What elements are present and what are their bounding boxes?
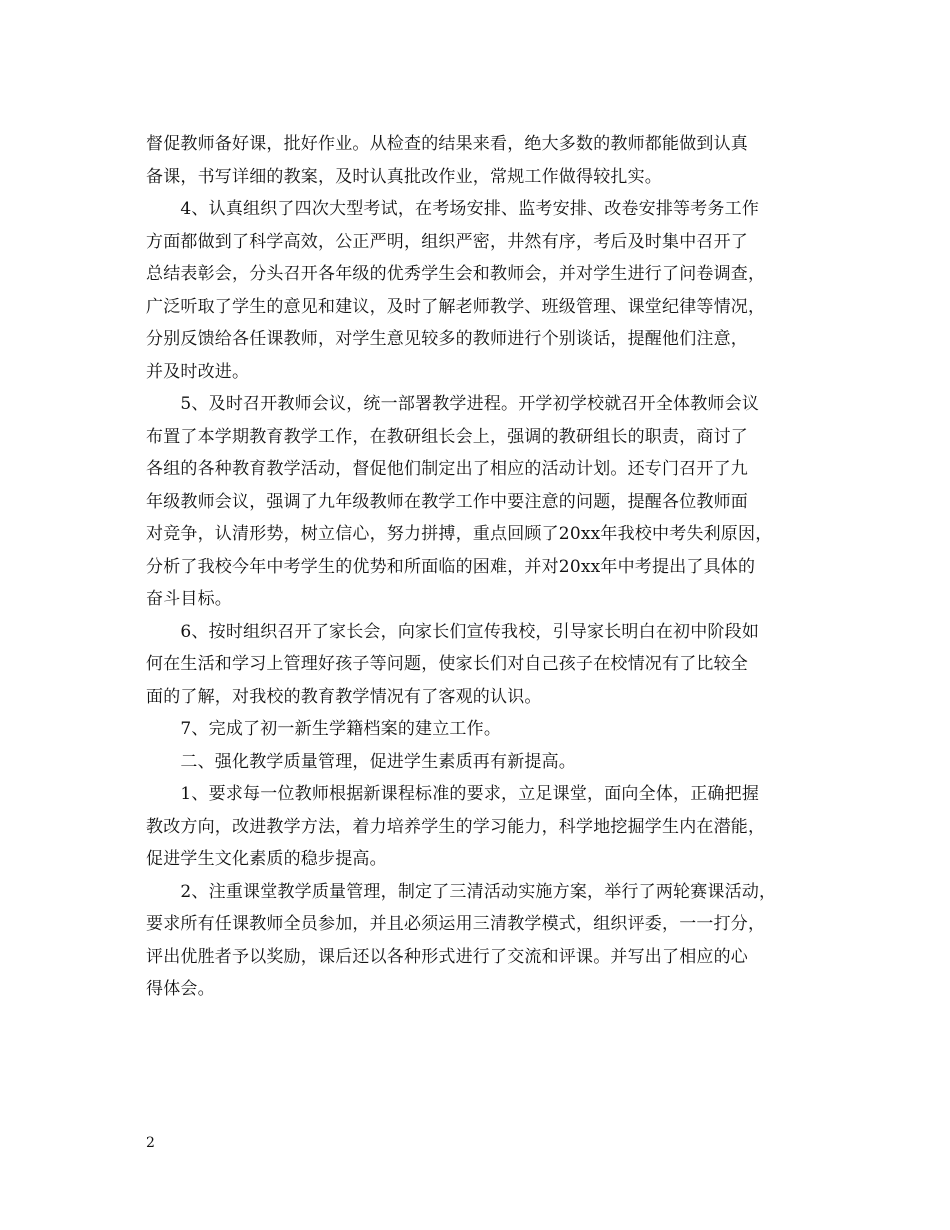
- text-line: 得体会。: [146, 979, 215, 999]
- text-line: 对竞争，认清形势，树立信心，努力拼搏，重点回顾了20xx年我校中考失利原因，: [146, 524, 773, 544]
- text-line: 督促教师备好课，批好作业。从检查的结果来看，绝大多数的教师都能做到认真: [146, 134, 748, 154]
- text-line: 评出优胜者予以奖励，课后还以各种形式进行了交流和评课。并写出了相应的心: [146, 946, 748, 967]
- text-line: 何在生活和学习上管理好孩子等问题，使家长们对自己孩子在校情况有了比较全: [146, 654, 748, 674]
- text-line: 广泛听取了学生的意见和建议，及时了解老师教学、班级管理、课堂纪律等情况，: [146, 296, 766, 317]
- text-line: 7、完成了初一新生学籍档案的建立工作。: [146, 719, 502, 739]
- text-line: 奋斗目标。: [146, 589, 232, 609]
- text-line: 方面都做到了科学高效，公正严明，组织严密，井然有序，考后及时集中召开了: [146, 231, 748, 252]
- text-line: 2、注重课堂教学质量管理，制定了三清活动实施方案，举行了两轮赛课活动，: [146, 881, 777, 902]
- text-line: 面的了解，对我校的教育教学情况有了客观的认识。: [146, 686, 542, 707]
- body-text: [146, 128, 826, 1006]
- text-line: 各组的各种教育教学活动，督促他们制定出了相应的活动计划。还专门召开了九: [146, 459, 748, 479]
- text-line: 教改方向，改进教学方法，着力培养学生的学习能力，科学地挖掘学生内在潜能，: [146, 816, 766, 837]
- text-line: 促进学生文化素质的稳步提高。: [146, 849, 387, 869]
- text-line: 布置了本学期教育教学工作，在教研组长会上，强调的教研组长的职责，商讨了: [146, 426, 748, 447]
- text-line: 6、按时组织召开了家长会，向家长们宣传我校，引导家长明白在初中阶段如: [146, 621, 760, 642]
- text-line: 分析了我校今年中考学生的优势和所面临的困难，并对20xx年中考提出了具体的: [146, 556, 756, 577]
- text-line: 总结表彰会，分头召开各年级的优秀学生会和教师会，并对学生进行了问卷调查，: [146, 264, 766, 284]
- text-line: 1、要求每一位教师根据新课程标准的要求，立足课堂，面向全体，正确把握: [146, 784, 760, 804]
- text-line: 4、认真组织了四次大型考试，在考场安排、监考安排、改卷安排等考务工作: [146, 199, 760, 219]
- text-line: 年级教师会议，强调了九年级教师在教学工作中要注意的问题，提醒各位教师面: [146, 491, 748, 512]
- text-line: 备课，书写详细的教案，及时认真批改作业，常规工作做得较扎实。: [146, 166, 662, 187]
- page-number: 2: [146, 1135, 155, 1151]
- text-line: 并及时改进。: [146, 361, 250, 382]
- text-line: 二、强化教学质量管理，促进学生素质再有新提高。: [146, 751, 576, 772]
- text-line: 分别反馈给各任课教师，对学生意见较多的教师进行个别谈话，提醒他们注意，: [146, 329, 748, 349]
- text-line: 要求所有任课教师全员参加，并且必须运用三清教学模式，组织评委，一一打分，: [146, 914, 766, 934]
- text-line: 5、及时召开教师会议，统一部署教学进程。开学初学校就召开全体教师会议: [146, 394, 760, 414]
